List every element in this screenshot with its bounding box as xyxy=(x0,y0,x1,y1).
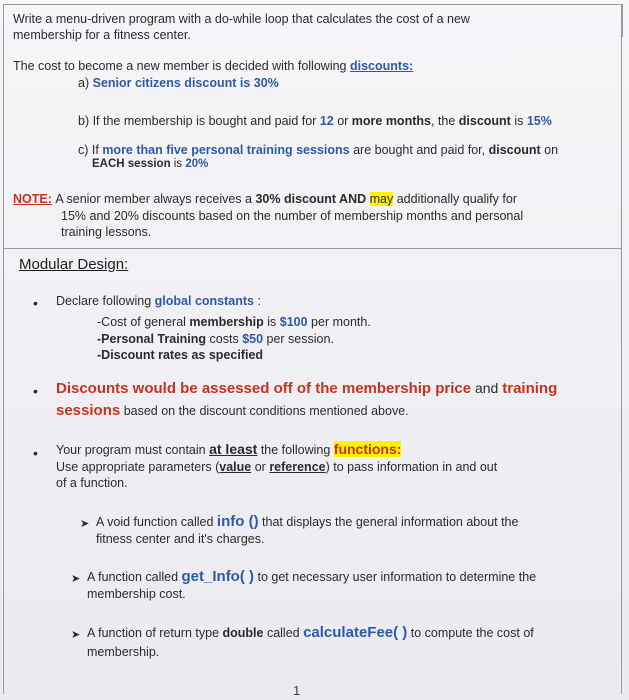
bullet1-line-1: Declare following global constants : xyxy=(56,294,261,308)
note-line-1: NOTE: A senior member always receives a 30% discount AND may additionally qualify for xyxy=(13,192,517,206)
arrow-bullet-icon: ➤ xyxy=(71,629,81,641)
modular-design-heading: Modular Design: xyxy=(19,256,129,273)
title-line-1 xyxy=(13,11,470,28)
arrow-bullet-icon: ➤ xyxy=(71,573,81,585)
function-getinfo-line-1: A function called get_Info( ) to get necessary user information to determine the xyxy=(87,568,537,585)
function-info-line-2: fitness center and it's charges. xyxy=(96,532,265,546)
function-calcfee-line-2: membership. xyxy=(87,645,160,659)
page-left-border xyxy=(3,4,4,694)
cost-intro: The cost to become a new member is decided with following discounts: xyxy=(13,59,414,73)
bullet1-sub-2: -Personal Training costs $50 per session. xyxy=(97,332,334,346)
may-highlight: may xyxy=(369,192,394,206)
title-text-1: Write a menu-driven program with a do-while loop that calculates the cost of a new xyxy=(13,12,470,26)
function-calcfee-line-1: A function of return type double called calculateFee( ) to compute the cost of xyxy=(87,624,534,641)
bullet2-line-1: Discounts would be assessed off of the membership price and training xyxy=(56,380,558,397)
page-right-border xyxy=(621,4,622,694)
bullet3-line-1: Your program must contain at least the following functions: xyxy=(56,441,402,457)
bullet1-sub-3: -Discount rates as specified xyxy=(97,348,264,362)
discount-b: b) If the membership is bought and paid for 12 or more months, the discount is 15% xyxy=(78,114,552,128)
bullet3-line-3: of a function. xyxy=(56,476,128,490)
discount-a: a) Senior citizens discount is 30% xyxy=(78,76,279,90)
bullet-icon: • xyxy=(33,383,38,399)
function-getinfo-line-2: membership cost. xyxy=(87,587,186,601)
bullet3-line-2: Use appropriate parameters (value or reference) to pass information in and out xyxy=(56,460,498,474)
function-info-line-1: A void function called info () that displays the general information about the xyxy=(96,513,519,530)
arrow-bullet-icon: ➤ xyxy=(80,518,90,530)
discount-c-line-1: c) If more than five personal training sessions are bought and paid for, discount on xyxy=(78,143,559,157)
note-line-3: training lessons. xyxy=(61,225,152,239)
discount-c-line-2: EACH session is 20% xyxy=(92,158,209,170)
page-number: 1 xyxy=(293,683,301,698)
bullet1-sub-1: -Cost of general membership is $100 per month. xyxy=(97,315,371,329)
bullet-icon: • xyxy=(33,445,38,461)
functions-highlight: functions: xyxy=(333,441,402,457)
note-line-2: 15% and 20% discounts based on the number of membership months and personal xyxy=(61,209,524,223)
discounts-link: discounts: xyxy=(349,59,414,73)
title-text-2: membership for a fitness center. xyxy=(13,28,191,42)
title-line-2 xyxy=(13,27,191,44)
bullet-icon: • xyxy=(33,295,38,311)
section-divider xyxy=(3,248,621,249)
bullet2-line-2: sessions based on the discount conditions mentioned above. xyxy=(56,402,409,419)
note-label: NOTE: xyxy=(13,192,52,206)
